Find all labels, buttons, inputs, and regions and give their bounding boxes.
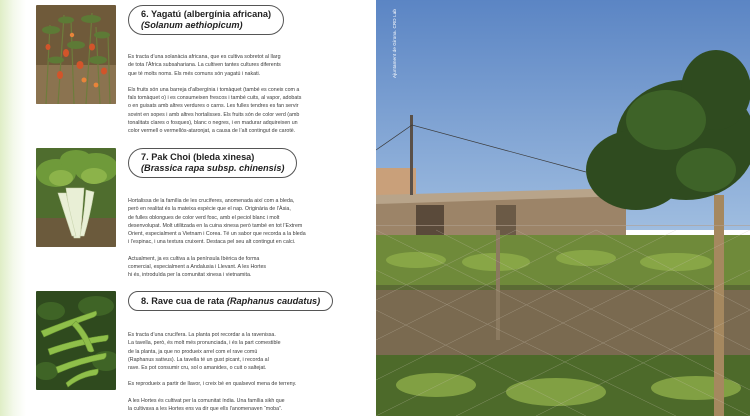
rave-para-1: Es tracta d’una crucífera. La planta pot recordar a la ravenissa. La tavella, però, és molt més pronunciada, i és la part comestible de la planta, ja que no produeix arrel com el rave comú (Raphanus sativus). La tavella té un gust picant, i recorda al rave. Es pot consumir cru, sol o amanides, o cuit o saltejat. (128, 332, 281, 372)
yagatu-photo (36, 5, 116, 104)
yagatu-para-2: Els fruits són una barreja d’albergínia i tomàquet (també es coneix com a fals tomàquet o) i es consumeixen frescos i també cuits, al vapor, adobats o en guisats amb altres verdures o carns. Les fulles tendres es fan servir sovint en sopes i amb altres hortalisses. Els fruits són de color verd (amb tonalitats clares o fosques), blanc o negres, i en madurar adquireixen un color vermell o vermellós-ataronjat, a causa de l’alt contingut de carotè. (128, 87, 302, 135)
rave-name: 8. Rave cua de rata (141, 295, 225, 306)
yagatu-description (128, 45, 328, 143)
yagatu-para-1: Es tracta d’una solanàcia africana, que es cultiva sobretot al llarg de tota l’Àfrica subsahariana. La cultiven tantes cultures diferents que té molts noms. Els més comuns són yagatú i nakati. (128, 54, 281, 77)
yagatu-title (128, 5, 284, 35)
pak-choi-para-1: Hortalissa de la família de les crucíferes, anomenada així com a bleda, però en realitat és la mateixa espècie que el nap. Originària de l’Àsia, de fulles oblongues de color verd fosc, amb el peciol blanc i molt desenvolupat. Molt utilitzada en la cuina xinesa però també en tot l’Extrem Orient, especialment a Vietnam i Corea. Té un sabor que recorda a la bleda i l’espinac, i una textura cruixent. Destaca pel seu alt contingut en calci. (128, 198, 306, 246)
rave-para-3: A les Hortes és cultivat per la comunitat índia. Una família sikh que la cultivava a les Hortes ens va dir que ells l’anomenaven “moba”. (128, 397, 285, 413)
yagatu-name: 6. Yagatú (albergínia africana) (141, 9, 272, 19)
pak-choi-name: 7. Pak Choi (bleda xinesa) (141, 152, 255, 162)
pak-choi-description (128, 189, 328, 287)
rave-description (128, 323, 328, 416)
pak-choi-para-2: Actualment, ja es cultiva a la península Ibèrica de forma comercial, especialment a Andalusia i Llevant. A les Hortes hi és, introduïda per la comunitat xinesa i vietnamita. (128, 255, 267, 279)
rave-para-2: Es reprodueix a partir de llavor, i creix bé en qualsevol mena de terreny. (128, 381, 297, 388)
pak-choi-photo (36, 148, 116, 247)
yagatu-latin: (Solanum aethiopicum) (141, 20, 243, 30)
rave-title (128, 291, 333, 311)
rave-title-row (141, 296, 320, 307)
photo-credit: Ajuntament de Girona. CRD Lab (392, 8, 397, 78)
rave-photo (36, 291, 116, 390)
pak-choi-latin: (Brassica rapa subsp. chinensis) (141, 163, 285, 173)
pak-choi-title (128, 148, 297, 178)
rave-latin: (Raphanus caudatus) (226, 295, 321, 306)
garden-photo (376, 0, 750, 416)
